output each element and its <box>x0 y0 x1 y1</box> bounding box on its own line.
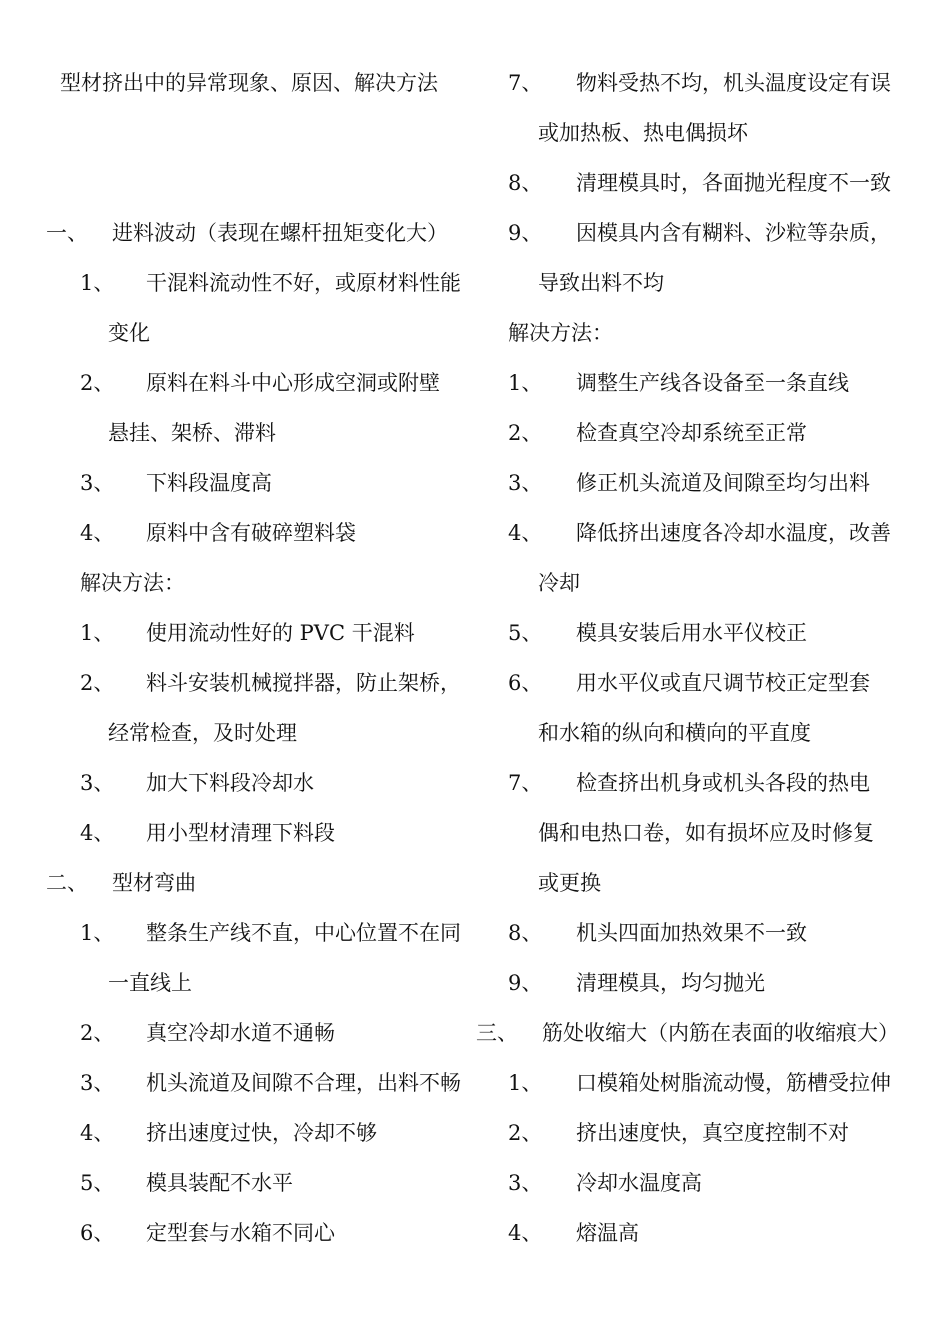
list-item <box>46 658 478 708</box>
section-heading <box>46 858 478 908</box>
item-number: 3、 <box>508 1171 543 1195</box>
item-text: 干混料流动性不好，或原材料性能 <box>146 271 461 295</box>
list-item <box>46 458 478 508</box>
item-text: 挤出速度快，真空度控制不对 <box>576 1121 849 1145</box>
item-text-continued: 一直线上 <box>108 971 192 995</box>
item-text: 清理模具，均匀抛光 <box>576 971 765 995</box>
list-item <box>476 158 916 208</box>
item-text: 使用流动性好的 PVC 干混料 <box>146 621 415 645</box>
item-number: 3、 <box>80 471 115 495</box>
item-text: 挤出速度过快，冷却不够 <box>146 1121 377 1145</box>
right-column <box>476 58 916 1258</box>
item-text: 定型套与水箱不同心 <box>146 1221 335 1245</box>
item-number: 8、 <box>508 171 543 195</box>
list-item <box>46 1058 478 1108</box>
item-number: 9、 <box>508 221 543 245</box>
item-number: 6、 <box>80 1221 115 1245</box>
item-number: 2、 <box>508 1121 543 1145</box>
blank-line <box>46 108 478 158</box>
item-text: 物料受热不均，机头温度设定有误 <box>576 71 891 95</box>
item-text-continued: 偶和电热口卷，如有损坏应及时修复 <box>538 821 874 845</box>
list-item <box>46 908 478 958</box>
item-number: 4、 <box>508 521 543 545</box>
item-number: 5、 <box>508 621 543 645</box>
item-text: 修正机头流道及间隙至均匀出料 <box>576 471 870 495</box>
item-number: 7、 <box>508 71 543 95</box>
list-item <box>46 608 478 658</box>
list-item <box>476 58 916 108</box>
list-item <box>476 208 916 258</box>
list-item <box>476 1208 916 1258</box>
item-text: 熔温高 <box>576 1221 639 1245</box>
item-number: 3、 <box>508 471 543 495</box>
list-item <box>46 758 478 808</box>
item-text-continued: 和水箱的纵向和横向的平直度 <box>538 721 811 745</box>
section-title: 筋处收缩大（内筋在表面的收缩痕大） <box>542 1021 899 1045</box>
document-title-row <box>46 58 478 108</box>
item-text: 检查挤出机身或机头各段的热电 <box>576 771 870 795</box>
list-item <box>476 508 916 558</box>
list-item <box>476 608 916 658</box>
item-text-continued: 变化 <box>108 321 150 345</box>
item-number: 4、 <box>80 1121 115 1145</box>
list-item-continuation <box>476 808 916 858</box>
list-item-continuation <box>476 558 916 608</box>
item-text-continued: 或加热板、热电偶损坏 <box>538 121 748 145</box>
item-number: 2、 <box>80 1021 115 1045</box>
solution-heading <box>46 558 478 608</box>
item-text: 口模箱处树脂流动慢，筋槽受拉伸 <box>576 1071 891 1095</box>
list-item-continuation <box>46 408 478 458</box>
item-text: 用小型材清理下料段 <box>146 821 335 845</box>
list-item <box>476 758 916 808</box>
item-text: 检查真空冷却系统至正常 <box>576 421 807 445</box>
list-item <box>476 958 916 1008</box>
list-item <box>46 808 478 858</box>
list-item <box>476 1108 916 1158</box>
item-number: 2、 <box>508 421 543 445</box>
item-text-continued: 导致出料不均 <box>538 271 664 295</box>
section-heading <box>476 1008 916 1058</box>
item-number: 7、 <box>508 771 543 795</box>
section-title: 进料波动（表现在螺杆扭矩变化大） <box>112 221 448 245</box>
item-number: 1、 <box>80 621 115 645</box>
item-text: 整条生产线不直，中心位置不在同 <box>146 921 461 945</box>
list-item-continuation <box>46 958 478 1008</box>
list-item-continuation <box>476 258 916 308</box>
list-item <box>46 508 478 558</box>
section-number: 二、 <box>46 871 88 895</box>
item-number: 2、 <box>80 371 115 395</box>
item-text-continued: 经常检查，及时处理 <box>108 721 297 745</box>
list-item-continuation <box>476 108 916 158</box>
solution-heading <box>476 308 916 358</box>
item-text-continued: 或更换 <box>538 871 601 895</box>
item-text: 模具装配不水平 <box>146 1171 293 1195</box>
item-number: 3、 <box>80 771 115 795</box>
list-item-continuation <box>46 708 478 758</box>
item-text-continued: 悬挂、架桥、滞料 <box>108 421 276 445</box>
list-item <box>46 1108 478 1158</box>
item-text: 原料中含有破碎塑料袋 <box>146 521 356 545</box>
item-text: 加大下料段冷却水 <box>146 771 314 795</box>
list-item <box>46 1208 478 1258</box>
section-heading <box>46 208 478 258</box>
item-text: 下料段温度高 <box>146 471 272 495</box>
list-item <box>476 908 916 958</box>
list-item <box>476 408 916 458</box>
item-number: 1、 <box>508 1071 543 1095</box>
item-number: 4、 <box>80 521 115 545</box>
blank-line <box>46 158 478 208</box>
item-text-continued: 冷却 <box>538 571 580 595</box>
section-number: 一、 <box>46 221 88 245</box>
item-number: 2、 <box>80 671 115 695</box>
item-text: 清理模具时，各面抛光程度不一致 <box>576 171 891 195</box>
list-item <box>46 258 478 308</box>
item-number: 9、 <box>508 971 543 995</box>
section-number: 三、 <box>476 1021 518 1045</box>
item-number: 4、 <box>80 821 115 845</box>
item-number: 3、 <box>80 1071 115 1095</box>
list-item <box>46 1008 478 1058</box>
item-number: 5、 <box>80 1171 115 1195</box>
item-text: 机头流道及间隙不合理，出料不畅 <box>146 1071 461 1095</box>
item-text: 因模具内含有糊料、沙粒等杂质， <box>576 221 891 245</box>
solution-label: 解决方法： <box>80 571 185 595</box>
list-item <box>476 1158 916 1208</box>
item-text: 原料在料斗中心形成空洞或附壁 <box>146 371 440 395</box>
item-number: 4、 <box>508 1221 543 1245</box>
document-title: 型材挤出中的异常现象、原因、解决方法 <box>60 71 438 95</box>
item-text: 模具安装后用水平仪校正 <box>576 621 807 645</box>
item-number: 1、 <box>80 921 115 945</box>
section-title: 型材弯曲 <box>112 871 196 895</box>
solution-label: 解决方法： <box>508 321 613 345</box>
item-text: 用水平仪或直尺调节校正定型套 <box>576 671 870 695</box>
list-item-continuation <box>476 858 916 908</box>
item-text: 料斗安装机械搅拌器，防止架桥， <box>146 671 461 695</box>
item-number: 1、 <box>80 271 115 295</box>
item-text: 机头四面加热效果不一致 <box>576 921 807 945</box>
list-item <box>476 1058 916 1108</box>
item-number: 6、 <box>508 671 543 695</box>
list-item <box>46 1158 478 1208</box>
list-item-continuation <box>476 708 916 758</box>
list-item <box>476 658 916 708</box>
list-item <box>476 458 916 508</box>
left-column <box>46 58 478 1258</box>
item-text: 冷却水温度高 <box>576 1171 702 1195</box>
list-item-continuation <box>46 308 478 358</box>
item-number: 8、 <box>508 921 543 945</box>
item-text: 调整生产线各设备至一条直线 <box>576 371 849 395</box>
list-item <box>476 358 916 408</box>
item-text: 真空冷却水道不通畅 <box>146 1021 335 1045</box>
item-text: 降低挤出速度各冷却水温度，改善 <box>576 521 891 545</box>
list-item <box>46 358 478 408</box>
item-number: 1、 <box>508 371 543 395</box>
